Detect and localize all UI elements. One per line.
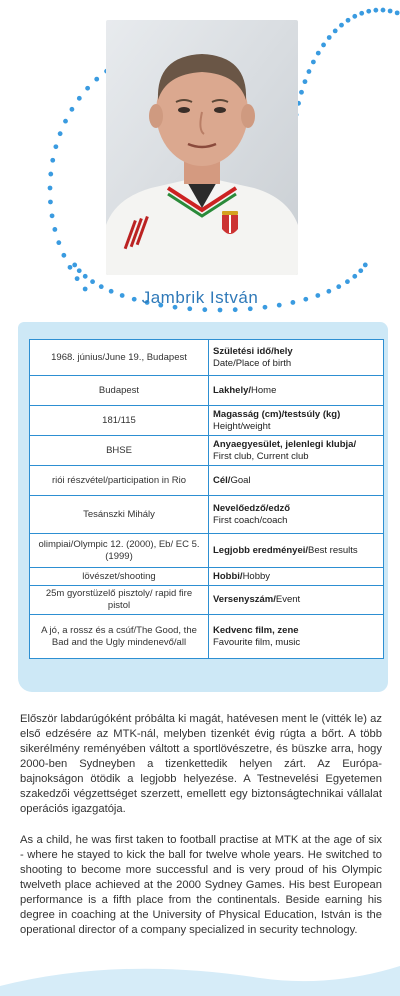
decorative-dot — [77, 268, 82, 273]
decorative-dot — [68, 265, 73, 270]
info-value: olimpiai/Olympic 12. (2000), Eb/ EC 5. (1999) — [30, 534, 209, 568]
decorative-dot — [218, 308, 223, 313]
table-row — [30, 406, 384, 436]
table-row — [30, 568, 384, 586]
decorative-dot — [395, 10, 400, 15]
info-label — [209, 340, 384, 376]
decorative-dot — [339, 23, 344, 28]
athlete-info-table — [29, 339, 384, 659]
decorative-dot — [388, 9, 393, 14]
decorative-dot — [373, 8, 378, 13]
info-label-rest: Home — [251, 384, 277, 396]
info-label — [209, 466, 384, 496]
decorative-dot — [346, 18, 351, 23]
info-label-english: First coach/coach — [213, 514, 288, 526]
table-row — [30, 340, 384, 376]
info-value: Tesánszki Mihály — [30, 496, 209, 534]
decorative-dot — [70, 107, 75, 112]
info-value: 1968. június/June 19., Budapest — [30, 340, 209, 376]
decorative-dot — [352, 274, 357, 279]
info-label-bold: Cél/ — [213, 474, 231, 486]
decorative-dot — [58, 131, 63, 136]
bio-english: As a child, he was first taken to football practise at MTK at the age of six - where he stayed to kick the ball for twelve whole years. He switched to shooting to become more successful and is very proud of his Olympic twelveth place achieved at the 2000 Sydney Games. His best European performance is a fifth place from the continentals. Beside earning his degree in coaching at the University of Physical Education, István is the operational director of a company specialized in security technology. — [20, 834, 382, 936]
decorative-dot — [321, 43, 326, 48]
info-label-english: First club, Current club — [213, 450, 309, 462]
bio-hungarian: Először labdarúgóként próbálta ki magát, hatévesen ment le (vitték le) az első edzésére az MTK-nál, melyben tizenkét évig rúgta a bőrt. A több sikerélmény reményében váltott a sportlövészetre, és büszke arra, hogy 2000-ben Sydneyben a tizenkettedik helyen zárt. Az Európa-bajnokságon ötödik a legjobb helyezése. A Testnevelési Egyetemen szakedzői végzettséget szerzett, emellett egy biztonságtechnikai vállalat operációs igazgatója. — [20, 713, 382, 815]
decorative-dot — [311, 60, 316, 65]
decorative-dot — [363, 263, 368, 268]
decorative-dot — [381, 8, 386, 13]
info-value: Budapest — [30, 376, 209, 406]
info-label-rest: Best results — [308, 544, 358, 556]
decorative-dot — [202, 307, 207, 312]
decorative-dot — [48, 172, 53, 177]
portrait-photo — [106, 20, 298, 275]
decorative-dot — [316, 51, 321, 56]
info-label — [209, 615, 384, 659]
decorative-dot — [90, 279, 95, 284]
info-label-rest: Event — [275, 594, 301, 605]
info-label-bold: Nevelőedző/edző — [213, 502, 291, 514]
info-label-rest: Hobby — [242, 570, 271, 582]
decorative-dot — [83, 274, 88, 279]
decorative-dot — [345, 279, 350, 284]
table-row — [30, 615, 384, 659]
decorative-dot — [94, 77, 99, 82]
info-label — [209, 406, 384, 436]
decorative-dot — [366, 9, 371, 14]
info-label-bold: Lakhely/ — [213, 384, 252, 396]
info-label-bold: Magasság (cm)/testsúly (kg) — [213, 408, 341, 420]
decorative-dot — [61, 253, 66, 258]
decorative-dot — [85, 86, 90, 91]
info-label-english: Height/weight — [213, 420, 271, 432]
info-value: BHSE — [30, 436, 209, 466]
decorative-dot — [307, 69, 312, 74]
info-label-english: Date/Place of birth — [213, 357, 292, 369]
info-label-english: Favourite film, music — [213, 636, 301, 648]
decorative-dot — [56, 240, 61, 245]
info-label — [209, 376, 384, 406]
info-label-bold: Versenyszám/ — [213, 594, 276, 605]
info-label-rest: Goal — [230, 474, 251, 486]
decorative-dot — [53, 144, 58, 149]
table-row — [30, 534, 384, 568]
info-label-bold: Hobbi/ — [213, 570, 243, 582]
decorative-dot — [359, 11, 364, 16]
info-label-bold: Anyaegyesület, jelenlegi klubja/ — [213, 438, 357, 450]
info-label — [209, 534, 384, 568]
athlete-name: Jambrik István — [141, 288, 259, 307]
info-value: lövészet/shooting — [30, 568, 209, 586]
decorative-dot — [50, 213, 55, 218]
info-label — [209, 496, 384, 534]
info-label — [209, 586, 384, 615]
decorative-dot — [327, 35, 332, 40]
decorative-dot — [63, 119, 68, 124]
info-label-bold: Legjobb eredményei/ — [213, 544, 309, 556]
decorative-dot — [50, 158, 55, 163]
info-value: 181/115 — [30, 406, 209, 436]
decorative-dot — [299, 90, 304, 95]
info-value: A jó, a rossz és a csúf/The Good, the Bad and the Ugly mindenevő/all — [30, 615, 209, 659]
table-row — [30, 466, 384, 496]
info-label-bold: Kedvenc film, zene — [213, 624, 299, 636]
table-row — [30, 436, 384, 466]
decorative-wave — [0, 936, 400, 996]
info-value: riói részvétel/participation in Rio — [30, 466, 209, 496]
decorative-dot — [48, 186, 53, 191]
biography — [20, 712, 382, 954]
decorative-dot — [303, 79, 308, 84]
table-row — [30, 586, 384, 615]
decorative-dot — [48, 200, 53, 205]
decorative-dot — [233, 307, 238, 312]
decorative-dot — [352, 14, 357, 19]
table-row — [30, 496, 384, 534]
info-value: 25m gyorstüzelő pisztoly/ rapid fire pistol — [30, 586, 209, 615]
decorative-dot — [358, 268, 363, 273]
info-label — [209, 436, 384, 466]
info-label-bold: Születési idő/hely — [213, 345, 293, 357]
decorative-dot — [52, 227, 57, 232]
info-label — [209, 568, 384, 586]
table-row — [30, 376, 384, 406]
decorative-dot — [77, 96, 82, 101]
decorative-dot — [333, 28, 338, 33]
decorative-dot — [72, 263, 77, 268]
decorative-dot — [75, 276, 80, 281]
